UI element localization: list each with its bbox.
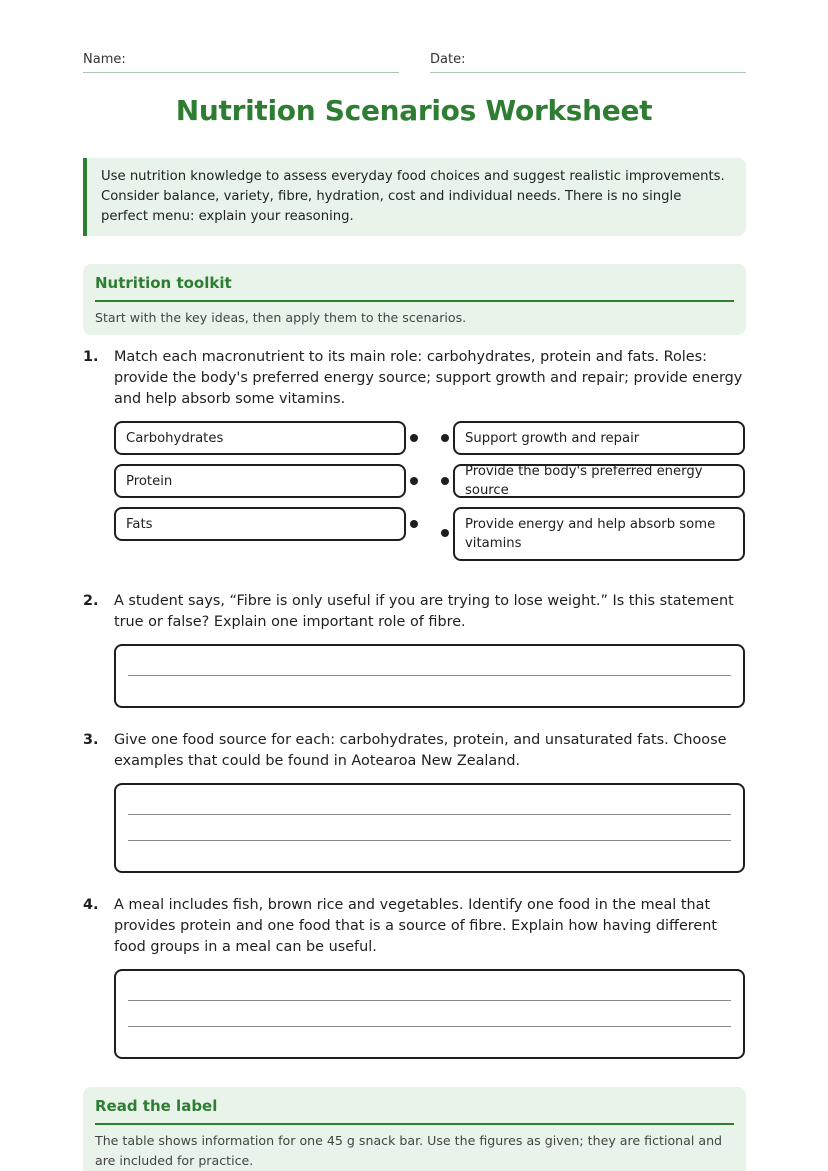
question-text: A student says, “Fibre is only useful if you are trying to lose weight.” Is this statement true or false? Explain one important role of fibre. <box>114 593 734 630</box>
date-field[interactable] <box>430 52 746 67</box>
match-dot-left[interactable] <box>410 434 418 442</box>
match-dot-left[interactable] <box>410 477 418 485</box>
intro-box: Use nutrition knowledge to assess everyday food choices and suggest realistic improvements. Consider balance, variety, fibre, hydration, cost and individual needs. There is no single perfect menu: explain your reasoning. <box>83 158 746 236</box>
label-text: The table shows information for one 45 g snack bar. Use the figures as given; they are fictional and are included for practice. <box>95 1133 723 1168</box>
match-dot-left[interactable] <box>410 520 418 528</box>
answer-box-4[interactable] <box>114 969 745 1059</box>
match-right-energy-source[interactable]: Provide the body's preferred energy source <box>453 464 745 498</box>
question-3 <box>83 730 746 772</box>
match-dot-right[interactable] <box>441 434 449 442</box>
date-line <box>430 72 746 73</box>
name-field[interactable] <box>83 52 399 67</box>
match-left-carbohydrates[interactable]: Carbohydrates <box>114 421 406 455</box>
answer-line <box>128 1026 731 1027</box>
toolkit-panel <box>83 264 746 335</box>
match-left-fats[interactable]: Fats <box>114 507 406 541</box>
question-number: 3. <box>83 732 99 748</box>
question-2 <box>83 591 746 633</box>
match-right-absorb-vitamins[interactable]: Provide energy and help absorb some vitamins <box>453 507 745 561</box>
match-dot-right[interactable] <box>441 477 449 485</box>
question-4 <box>83 895 746 958</box>
answer-line <box>128 1000 731 1001</box>
question-number: 2. <box>83 593 99 609</box>
label-heading: Read the label <box>95 1097 734 1125</box>
question-number: 4. <box>83 897 99 913</box>
question-number: 1. <box>83 349 99 365</box>
date-label: Date: <box>430 52 466 67</box>
answer-line <box>128 675 731 676</box>
answer-line <box>128 814 731 815</box>
answer-box-2[interactable] <box>114 644 745 708</box>
toolkit-heading: Nutrition toolkit <box>95 274 734 302</box>
question-text: Give one food source for each: carbohydrates, protein, and unsaturated fats. Choose examples that could be found in Aotearoa New Zealand. <box>114 732 727 769</box>
name-line <box>83 72 399 73</box>
question-text: A meal includes fish, brown rice and vegetables. Identify one food in the meal that provides protein and one food that is a source of fibre. Explain how having different food groups in a meal can be useful. <box>114 897 718 955</box>
worksheet-title: Nutrition Scenarios Worksheet <box>175 94 653 127</box>
match-left-protein[interactable]: Protein <box>114 464 406 498</box>
match-right-growth[interactable]: Support growth and repair <box>453 421 745 455</box>
toolkit-text: Start with the key ideas, then apply them to the scenarios. <box>95 310 467 325</box>
question-text: Match each macronutrient to its main role: carbohydrates, protein and fats. Roles: provide the body's preferred energy source; support growth and repair; provide energy and help absorb some vitamins. <box>114 349 743 407</box>
name-label: Name: <box>83 52 126 67</box>
answer-box-3[interactable] <box>114 783 745 873</box>
answer-line <box>128 840 731 841</box>
question-1 <box>83 347 746 410</box>
read-the-label-panel <box>83 1087 746 1171</box>
match-dot-right[interactable] <box>441 529 449 537</box>
